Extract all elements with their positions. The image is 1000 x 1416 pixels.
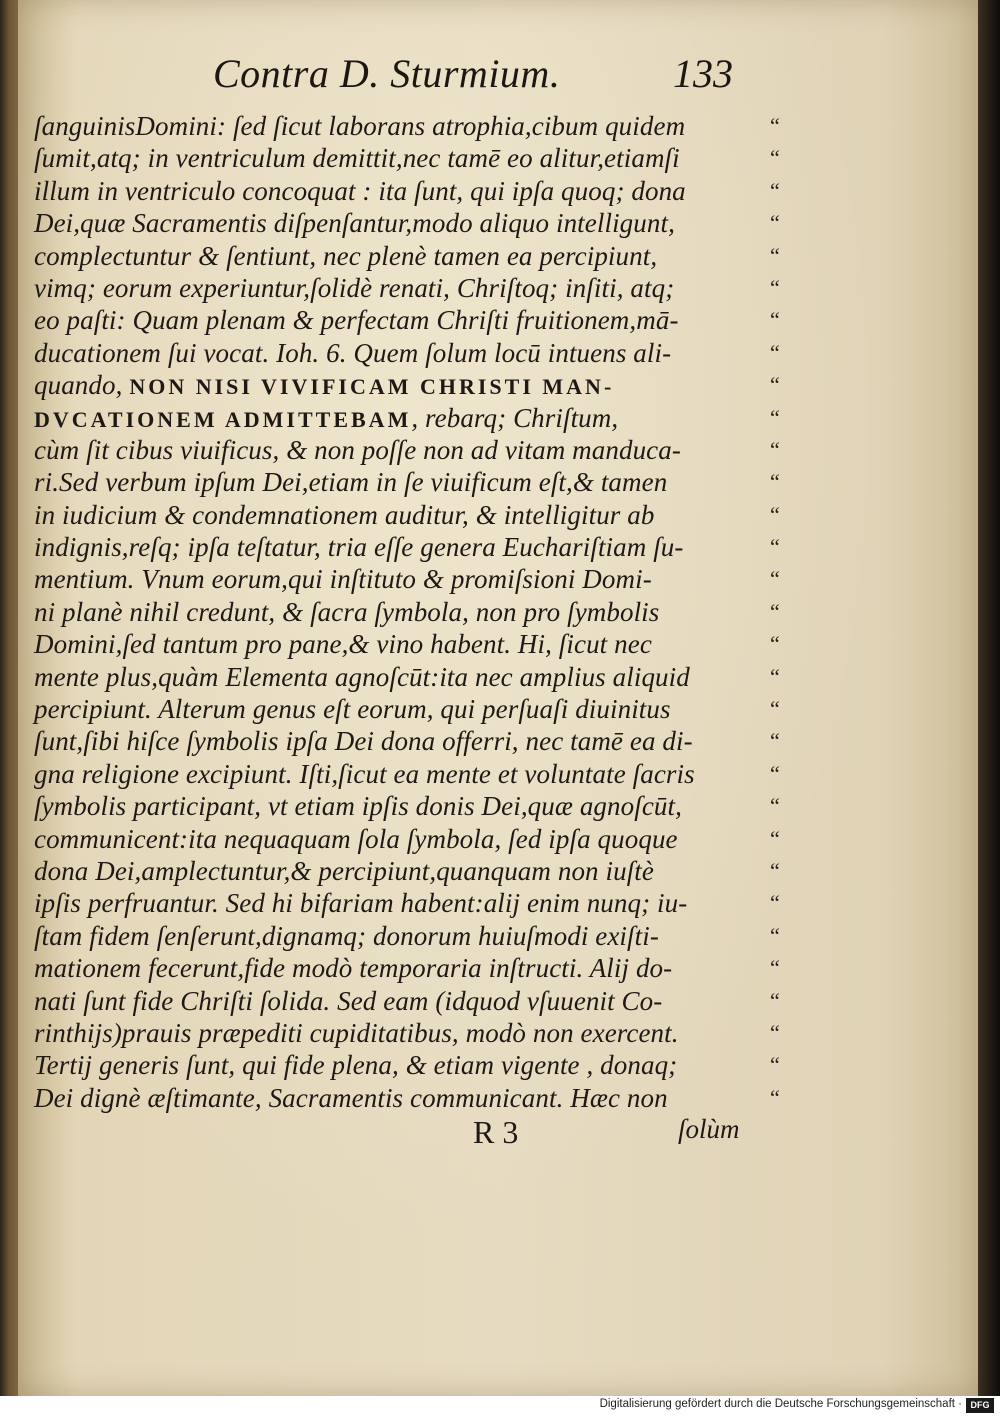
quote-mark: “ xyxy=(770,145,780,171)
quote-mark: “ xyxy=(770,566,780,592)
quote-mark: “ xyxy=(770,598,780,624)
text-line: mationem fecerunt,fide modò temporaria inſtructi. Alij do- xyxy=(34,953,673,984)
text-line: eo paſti: Quam plenam & perfectam Chriſti fruitionem,mā- xyxy=(34,305,679,336)
caps-text: NON NISI VIVIFICAM CHRISTI MAN- xyxy=(129,374,615,400)
quote-mark: “ xyxy=(770,113,780,138)
text-line: rinthijs)prauis præpediti cupiditatibus, modò non exercent. xyxy=(34,1017,679,1048)
text-line: Tertij generis ſunt, qui fide plena, & etiam vigente , donaq; xyxy=(34,1050,678,1081)
quote-mark: “ xyxy=(770,242,780,268)
caps-lead: quando, xyxy=(34,370,130,401)
text-line: illum in ventriculo concoquat : ita ſunt, qui ipſa quoq; dona xyxy=(34,175,686,206)
margin-quote-marks xyxy=(770,110,800,1114)
text-line: gna religione excipiunt. Iſti,ſicut ea mente et voluntate ſacris xyxy=(34,758,695,789)
text-line: vimq; eorum experiuntur,ſolidè renati, Chriſtoq; inſiti, atq; xyxy=(34,272,675,303)
quote-mark: “ xyxy=(770,987,780,1013)
quote-mark: “ xyxy=(770,534,780,560)
text-line: mente plus,quàm Elementa agnoſcūt:ita nec amplius aliquid xyxy=(34,661,690,692)
page-header xyxy=(18,50,980,106)
quote-mark: “ xyxy=(770,955,780,981)
signature-mark: R 3 xyxy=(473,1114,519,1150)
caps-tail: , rebarq; Chriſtum, xyxy=(411,402,619,433)
text-line: cùm ſit cibus viuificus, & non poſſe non ad vitam manduca- xyxy=(34,434,681,465)
text-line: ri.Sed verbum ipſum Dei,etiam in ſe viuificum eſt,& tamen xyxy=(34,467,668,498)
quote-mark: “ xyxy=(770,857,780,883)
quote-mark: “ xyxy=(770,825,780,851)
text-line-caps xyxy=(34,402,774,434)
quote-mark: “ xyxy=(770,210,780,236)
text-line: Dei dignè æſtimante, Sacramentis communicant. Hæc non xyxy=(34,1082,668,1113)
dfg-logo: DFG xyxy=(966,1398,994,1413)
text-line-caps xyxy=(34,369,774,401)
catchword: ſolùm xyxy=(678,1114,740,1144)
quote-mark: “ xyxy=(770,307,780,333)
text-line: mentium. Vnum eorum,qui inſtituto & promiſsioni Domi- xyxy=(34,564,652,595)
text-line: indignis,reſq; ipſa teſtatur, tria eſſe genera Euchariſtiam ſu- xyxy=(34,532,684,563)
quote-mark: “ xyxy=(770,1019,780,1045)
quote-mark: “ xyxy=(770,1084,780,1110)
text-line: Domini,ſed tantum pro pane,& vino habent. Hi, ſicut nec xyxy=(34,629,652,660)
text-line: ipſis perfruantur. Sed hi bifariam habent:alij enim nunq; iu- xyxy=(34,888,688,919)
text-line: ducationem ſui vocat. Ioh. 6. Quem ſolum locū intuens ali- xyxy=(34,337,672,368)
text-line: in iudicium & condemnationem auditur, & intelligitur ab xyxy=(34,499,655,530)
text-line: ſymbolis participant, vt etiam ipſis donis Dei,quæ agnoſcūt, xyxy=(34,791,682,822)
quote-mark: “ xyxy=(770,728,780,754)
book-outer-edge xyxy=(978,0,1000,1396)
quote-mark: “ xyxy=(770,631,780,657)
quote-mark: “ xyxy=(770,663,780,689)
quote-mark: “ xyxy=(770,372,780,398)
page-number: 133 xyxy=(673,51,733,96)
quote-mark: “ xyxy=(770,404,780,430)
quote-mark: “ xyxy=(770,922,780,948)
quote-mark: “ xyxy=(770,760,780,786)
text-line: complectuntur & ſentiunt, nec plenè tamen ea percipiunt, xyxy=(34,240,658,271)
text-line: ſtam fidem ſenſerunt,dignamq; donorum huiuſmodi exiſti- xyxy=(34,920,659,951)
quote-mark: “ xyxy=(770,436,780,462)
text-line: nati ſunt fide Chriſti ſolida. Sed eam (idquod vſuuenit Co- xyxy=(34,985,663,1016)
text-line: ſanguinisDomini: ſed ſicut laborans atrophia,cibum quidem xyxy=(34,111,686,141)
text-line: ſunt,ſibi hiſce ſymbolis ipſa Dei dona offerri, nec tamē ea di- xyxy=(34,726,693,757)
book-page xyxy=(18,0,980,1396)
caps-text: DVCATIONEM ADMITTEBAM xyxy=(34,406,412,432)
body-text xyxy=(34,110,774,1114)
quote-mark: “ xyxy=(770,274,780,300)
quote-mark: “ xyxy=(770,501,780,527)
quote-mark: “ xyxy=(770,1052,780,1078)
text-line: ni planè nihil credunt, & ſacra ſymbola, non pro ſymbolis xyxy=(34,596,660,627)
text-line: dona Dei,amplectuntur,& percipiunt,quanquam non iuſtè xyxy=(34,855,654,886)
text-line: ſumit,atq; in ventriculum demittit,nec tamē eo alitur,etiamſi xyxy=(34,143,680,174)
quote-mark: “ xyxy=(770,696,780,722)
digitization-credit: Digitalisierung gefördert durch die Deutsche Forschungsgemeinschaft · xyxy=(599,1398,962,1410)
quote-mark: “ xyxy=(770,469,780,495)
quote-mark: “ xyxy=(770,793,780,819)
text-line: percipiunt. Alterum genus eſt eorum, qui perſuaſi diuinitus xyxy=(34,694,671,725)
quote-mark: “ xyxy=(770,177,780,203)
text-line: communicent:ita nequaquam ſola ſymbola, ſed ipſa quoque xyxy=(34,823,678,854)
text-line: Dei,quæ Sacramentis diſpenſantur,modo aliquo intelligunt, xyxy=(34,208,675,239)
quote-mark: “ xyxy=(770,339,780,365)
running-title: Contra D. Sturmium. xyxy=(213,51,561,96)
quote-mark: “ xyxy=(770,890,780,916)
